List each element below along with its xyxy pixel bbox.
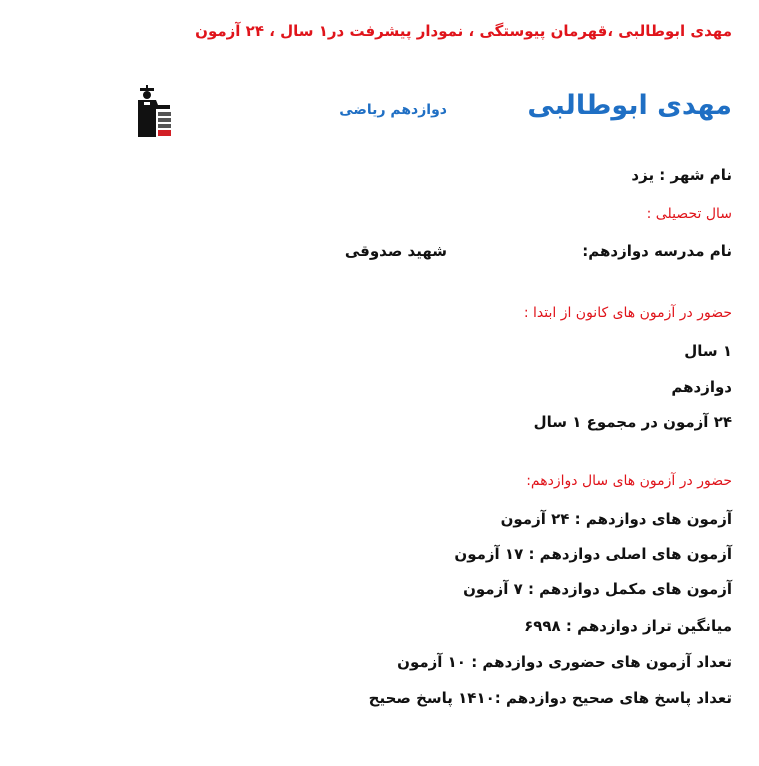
academic-year-label: سال تحصیلی : xyxy=(646,206,732,222)
kanoon-logo-icon xyxy=(134,85,174,143)
school-value: شهید صدوقی xyxy=(344,242,447,260)
attendance-grades: دوازدهم xyxy=(671,378,732,396)
grade12-stat-line: تعداد آزمون های حضوری دوازدهم : ۱۰ آزمون xyxy=(397,653,732,671)
attendance-total: ۲۴ آزمون در مجموع ۱ سال xyxy=(533,413,732,431)
attendance-years: ۱ سال xyxy=(684,342,732,360)
grade12-stat-line: میانگین تراز دوازدهم : ۶۹۹۸ xyxy=(524,617,732,635)
school-label: نام مدرسه دوازدهم: xyxy=(582,242,732,260)
page-headline: مهدی ابوطالبی ،قهرمان پیوستگی ، نمودار پیشرفت در۱ سال ، ۲۴ آزمون xyxy=(195,22,732,40)
attendance-since-start-heading: حضور در آزمون های کانون از ابتدا : xyxy=(523,305,732,321)
grade12-stat-line: آزمون های دوازدهم : ۲۴ آزمون xyxy=(500,510,732,528)
grade-field-label: دوازدهم ریاضی xyxy=(339,102,447,118)
student-name: مهدی ابوطالبی xyxy=(527,90,732,121)
grade12-stat-line: تعداد پاسخ های صحیح دوازدهم :۱۴۱۰ پاسخ صحیح xyxy=(368,689,732,707)
grade12-stat-line: آزمون های اصلی دوازدهم : ۱۷ آزمون xyxy=(454,545,732,563)
city-line: نام شهر : یزد xyxy=(631,166,732,184)
grade12-stat-line: آزمون های مکمل دوازدهم : ۷ آزمون xyxy=(463,580,732,598)
grade12-attendance-heading: حضور در آزمون های سال دوازدهم: xyxy=(526,473,732,489)
